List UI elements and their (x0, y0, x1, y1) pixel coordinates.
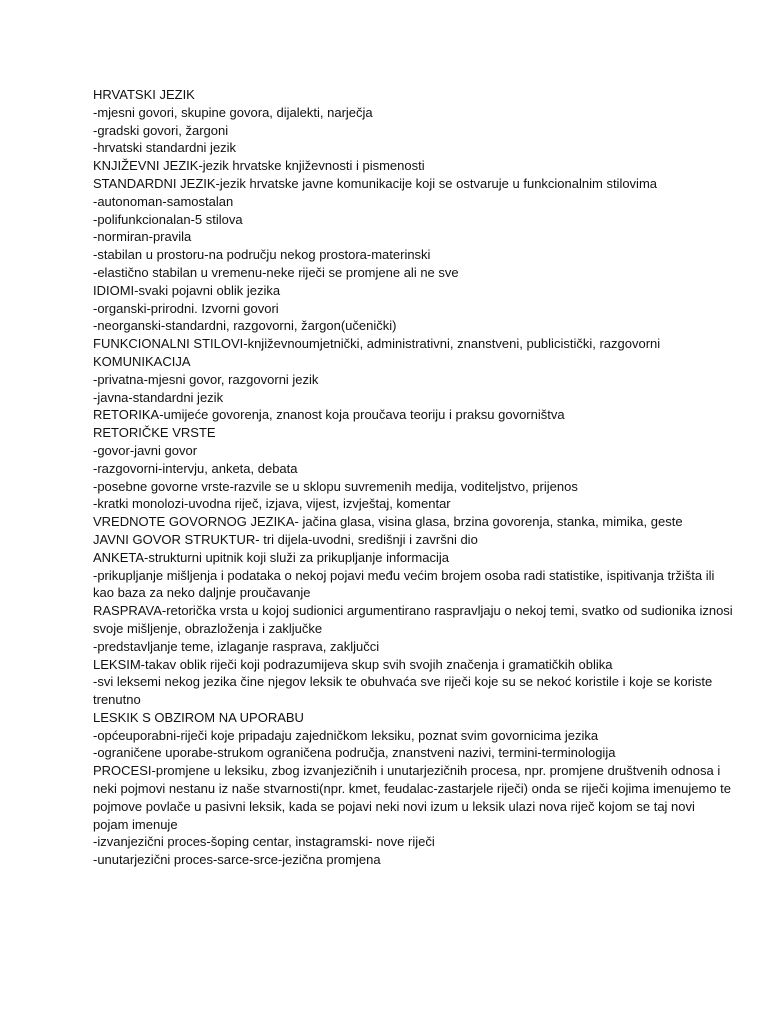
text-line: -razgovorni-intervju, anketa, debata (93, 460, 298, 476)
text-line: -govor-javni govor (93, 442, 198, 458)
text-line: KNJIŽEVNI JEZIK-jezik hrvatske književnosti i pismenosti (93, 158, 425, 174)
text-line: IDIOMI-svaki pojavni oblik jezika (93, 282, 281, 298)
text-line: -gradski govori, žargoni (93, 122, 229, 138)
text-line: KOMUNIKACIJA (93, 353, 191, 369)
text-line: -stabilan u prostoru-na području nekog prostora-materinski (93, 247, 431, 263)
text-line: -prikupljanje mišljenja i podataka o nekoj pojavi među većim brojem osoba radi statistike, ispitivanja tržišta ili kao baza za neko daljnje proučavanje (93, 567, 715, 601)
text-line: JAVNI GOVOR STRUKTUR- tri dijela-uvodni, središnji i završni dio (93, 531, 478, 547)
text-line: RASPRAVA-retorička vrsta u kojoj sudionici argumentirano raspravljaju o nekoj temi, svatko od sudionika iznosi svoje mišljenje, obrazloženja i zaključke (93, 603, 733, 636)
text-line: -izvanjezični proces-šoping centar, instagramski- nove riječi (93, 834, 435, 850)
text-line: -privatna-mjesni govor, razgovorni jezik (93, 371, 319, 387)
text-line: RETORIČKE VRSTE (93, 425, 216, 441)
text-line: PROCESI-promjene u leksiku, zbog izvanjezičnih i unutarjezičnih procesa, npr. promjene društvenih odnosa i neki pojmovi nestanu iz naše stvarnosti(npr. kmet, feudalac-zastarjele riječi) onda se riječi kojima imenujemo te pojmove povlače u pasivni leksik, kada se pojavi neki novi izum u leksik ulazi nova riječ kojom se taj novi pojam imenuje (93, 763, 732, 832)
text-line: -javna-standardni jezik (93, 389, 224, 405)
text-line: LEKSIM-takav oblik riječi koji podrazumijeva skup svih svojih značenja i gramatičkih oblika (93, 656, 613, 672)
text-line: RETORIKA-umijeće govorenja, znanost koja proučava teoriju i praksu govorništva (93, 407, 565, 423)
text-line: -polifunkcionalan-5 stilova (93, 211, 243, 227)
text-line: LESKIK S OBZIROM NA UPORABU (93, 709, 304, 725)
text-line: -neorganski-standardni, razgovorni, žargon(učenički) (93, 318, 397, 334)
text-line: -ograničene uporabe-strukom ograničena područja, znanstveni nazivi, termini-terminologija (93, 745, 616, 761)
text-line: FUNKCIONALNI STILOVI-književnoumjetnički, administrativni, znanstveni, publicistički, razgovorni (93, 336, 661, 352)
text-line: VREDNOTE GOVORNOG JEZIKA- jačina glasa, visina glasa, brzina govorenja, stanka, mimika, geste (93, 514, 683, 530)
text-line: -posebne govorne vrste-razvile se u sklopu suvremenih medija, voditeljstvo, prijenos (93, 478, 578, 494)
text-line: -predstavljanje teme, izlaganje rasprava, zaključci (93, 638, 380, 654)
text-line: -autonoman-samostalan (93, 193, 234, 209)
text-line: -normiran-pravila (93, 229, 192, 245)
text-line: -elastično stabilan u vremenu-neke riječi se promjene ali ne sve (93, 264, 459, 280)
text-line: STANDARDNI JEZIK-jezik hrvatske javne komunikacije koji se ostvaruje u funkcionalnim stilovima (93, 175, 658, 191)
text-line: -hrvatski standardni jezik (93, 140, 237, 156)
text-line: -kratki monolozi-uvodna riječ, izjava, vijest, izvještaj, komentar (93, 496, 451, 512)
document-body (93, 86, 733, 869)
text-line: -svi leksemi nekog jezika čine njegov leksik te obuhvaća sve riječi koje su se nekoć koristile i koje se koriste trenutno (93, 674, 713, 708)
text-line: -organski-prirodni. Izvorni govori (93, 300, 279, 316)
document-title: HRVATSKI JEZIK (93, 87, 195, 102)
text-line: ANKETA-strukturni upitnik koji služi za prikupljanje informacija (93, 549, 449, 565)
text-line: -općeuporabni-riječi koje pripadaju zajedničkom leksiku, poznat svim govornicima jezika (93, 727, 599, 743)
text-line: -unutarjezični proces-sarce-srce-jezična promjena (93, 852, 381, 868)
text-line: -mjesni govori, skupine govora, dijalekti, narječja (93, 104, 373, 120)
